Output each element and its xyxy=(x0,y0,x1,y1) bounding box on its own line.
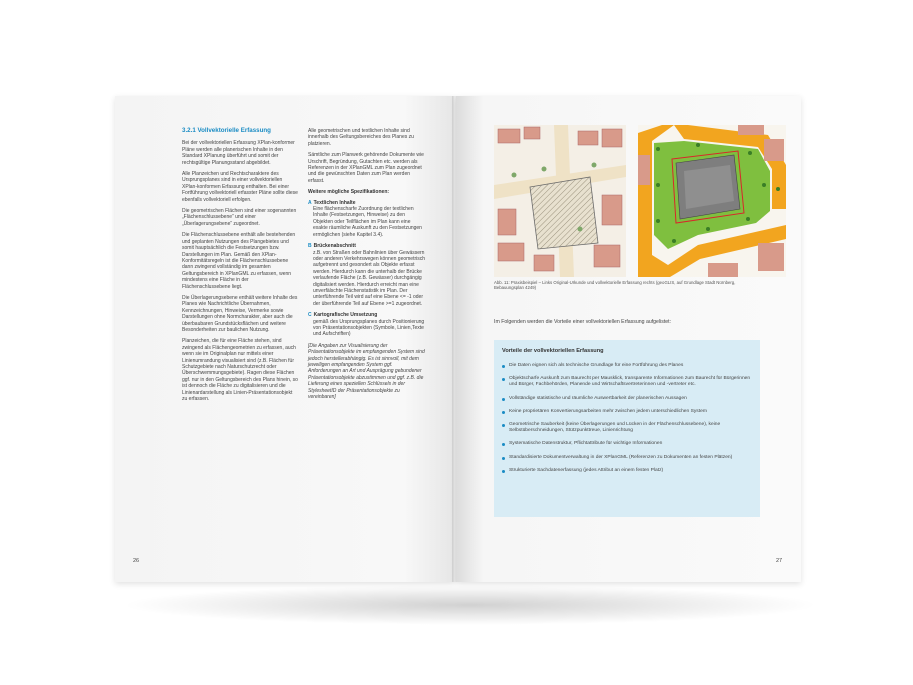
page-number-left: 26 xyxy=(133,558,140,564)
book-shadow xyxy=(120,585,820,625)
advantage-item: Vollständige statistische und räumliche Auswertbarkeit der planerischen Aussagen xyxy=(502,396,752,402)
advantage-item: Systematische Datenstruktur, Pflichtattribute für wichtige Informationen xyxy=(502,441,752,447)
left-column-1 xyxy=(182,128,298,407)
paragraph: Bei der vollvektoriellen Erfassung XPlan-konformer Pläne werden alle planerischen Inhalte in den Standard XPlanung überführt und somit der rechtsgültige Planungsstand abgebildet. xyxy=(182,140,295,166)
advantage-item: Strukturierte Sachdatenerfassung (jedes Attribut an einem festen Platz) xyxy=(502,468,752,474)
advantage-item: Standardisierte Dokumentverwaltung in der XPlanGML (Referenzen zu Dokumenten an festen Plätzen) xyxy=(502,455,752,461)
advantage-item: Objektscharfe Auskunft zum Baurecht per Mausklick, transparente Informationen zum Baurecht für Bürgerinnen und Bürger, Fachbehörden, Planende und Wirtschaftsvertreterinnen und -vertreter etc. xyxy=(502,376,752,388)
note-paragraph: [Die Angaben zur Visualisierung der Präsentationsobjekte im empfangenden System sind jedoch herstellerabhängig. Es ist sinnvoll, mit dem jeweiligen empfangenden System ggf. Anforderungen an Art und Ausprägung gebundener Präsentationsobjekte abzustimmen und ggf. z.B. die Lieferung eines speziellen Schlüssels in der StylesheetID der Präsentationsobjekte zu vereinbaren] xyxy=(308,342,425,401)
spec-letter: B xyxy=(308,243,312,250)
spec-letter: A xyxy=(308,199,312,206)
vector-plan-map xyxy=(638,125,786,277)
paragraph: Planzeichen, die für eine Fläche stehen, sind zwingend als Flächengeometrien zu erfassen, auch wenn sie im Originalplan nur mittels einer Linienumrandung visualisiert sind (z.B. Flächen für Schutzgebiete nach Naturschutzrecht oder Überschwemmungsgebiete). Ragen diese Flächen ggf. nur in den Geltungsbereich des Plans hinein, so ist dennoch die Fläche zu digitalisieren und die Linienardarstellung als Linien-Präsentationsobjekt zu erfassen. xyxy=(182,338,298,403)
advantage-item: Die Daten eignen sich als technische Grundlage für eine Fortführung des Planes xyxy=(502,363,752,369)
page-number-right: 27 xyxy=(776,558,783,564)
spec-body: Eine flächenscharfe Zuordnung der textlichen Inhalte (Festsetzungen, Hinweise) zu den Objekten oder Teilflächen im Plan kann eine exakte räumliche Auskunft zu den Festsetzungen ermöglichen (siehe Kapitel 3.4). xyxy=(313,206,422,238)
advantages-title: Vorteile der vollvektoriellen Erfassung xyxy=(502,348,604,354)
paragraph: Die Flächenschlussebene enthält alle bestehenden und geplanten Nutzungen des Plangebietes und somit hauptsächlich die Festsetzungen bzw. Darstellungen im Plan. Gemäß den XPlan-Konformitätsregeln ist die Flächenschlussebene dann zwingend vollständig im gesamten Geltungsbereich in XPlanGML zu erfassen, wenn mindestens eine Fläche in der Flächenschlussebene liegt. xyxy=(182,232,296,290)
spec-title: Kartografische Umsetzung xyxy=(313,312,378,319)
spec-body: gemäß des Ursprungsplanes durch Positionierung von Präsentationsobjekten (Symbole, Linien,Texte und Aufschriften) xyxy=(313,318,425,338)
paragraph: Alle Planzeichen und Rechtscharaktere des Ursprungsplanes sind in einer vollvektoriellen XPlan-konformen Erfassung enthalten. Bei einer Fortführung vollvektoriell erfasster Pläne sollte diese ebenfalls vollvektoriell erfolgen. xyxy=(182,171,298,203)
paragraph: Die geometrischen Flächen sind einer sogenannten „Flächenschlussebene“ und einer „Überlagerungsebene“ zugeordnet. xyxy=(182,208,297,227)
advantages-list xyxy=(502,363,752,481)
spec-item-a xyxy=(308,200,426,238)
advantages-box xyxy=(494,340,760,517)
spec-body: z.B. von Straßen oder Bahnlinien über Gewässern oder anderen Verkehrswegen können geometrisch aufgetrennt und gesondert als Objekte erfasst werden. Hierdurch kann die unterhalb der Brücke verlaufende Fläche (z.B. Gewässer) durchgängig digitalisiert werden. Hierdurch erreicht man eine unverfälschte Flächenstatistik im Plan. Der unterführende Teil wird auf eine Ebene <= -1 oder der überführende Teil auf Ebene >=1 zugeordnet. xyxy=(313,249,426,307)
spec-item-b xyxy=(308,243,426,307)
intro-text: Im Folgenden werden die Vorteile einer vollvektoriellen Erfassung aufgelistet: xyxy=(494,319,672,325)
spec-title: Textlichen Inhalte xyxy=(313,199,356,206)
left-column-2 xyxy=(308,128,426,405)
advantage-item: Geometrische Sauberkeit (keine Überlagerungen und Lücken in der Flächenschlussebene), keine Selbstüberschneidungen, Stützpunkttreue, Linienrichtung xyxy=(502,422,752,434)
spec-letter: C xyxy=(308,312,312,319)
specifications-subheading: Weitere mögliche Spezifikationen: xyxy=(308,189,390,196)
figure-caption: Abb. 11: Praxisbeispiel – Links Original-Urkunde und vollvektorielle Erfassung rechts (geoGLIS, auf Grundlage Stadt Nürnberg, Bebauungsplan 4249) xyxy=(494,280,736,291)
paragraph: Sämtliche zum Planwerk gehörende Dokumente wie Urschrift, Begründung, Gutachten etc. werden als Referenzen in der XPlanGML zum Plan zugeordnet und die gewünschten Daten zum Plan werden erfasst. xyxy=(308,152,424,184)
advantage-item: Keine proprietären Konvertierungsarbeiten mehr zwischen jedem unterschiedlichen System xyxy=(502,409,752,415)
paragraph: Die Überlagerungsebene enthält weitere Inhalte des Planes wie Nachrichtliche Übernahmen, Kennzeichnungen, Hinweise, Vermerke sowie Darstellungen ohne Normcharakter, aber auch die überbaubaren Grundstücksflächen und weitere Besonderheiten zur baulichen Nutzung. xyxy=(182,294,298,333)
section-heading: 3.2.1 Vollvektorielle Erfassung xyxy=(182,127,271,134)
spec-title: Brückenabschnitt xyxy=(313,243,356,250)
original-plan-map xyxy=(494,125,626,277)
paragraph: Alle geometrischen und textlichen Inhalte sind innerhalb des Geltungsbereiches des Planes zu platzieren. xyxy=(308,128,414,147)
spec-item-c xyxy=(308,312,426,338)
